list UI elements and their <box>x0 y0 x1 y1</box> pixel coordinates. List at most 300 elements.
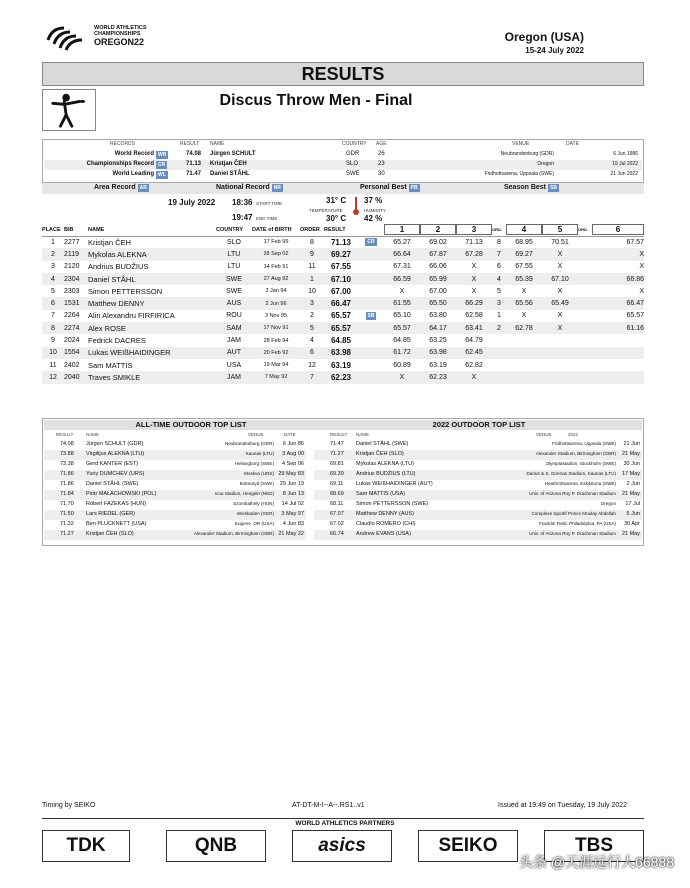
cell-t6 <box>592 347 644 359</box>
results-body <box>42 236 644 384</box>
cell-t2: 63.19 <box>429 361 447 369</box>
badge-nr: NR <box>273 185 281 191</box>
cell-t6: 67.57 <box>626 238 644 246</box>
record-age: 30 <box>378 171 385 177</box>
cell-name: Matthew DENNY <box>88 297 216 309</box>
legend-national-record: National Record NR <box>216 184 281 191</box>
humidity-start: 37 % <box>364 196 383 205</box>
cell-t6 <box>592 371 644 383</box>
cell-t2: 65.99 <box>420 273 456 285</box>
results-row <box>42 310 644 322</box>
cell-name: Simon PETTERSSON <box>88 286 163 296</box>
record-name: Kristjan ČEH <box>210 161 247 167</box>
cell-place: 12 <box>42 371 64 383</box>
results-row <box>42 322 644 334</box>
cell-bib: 1531 <box>64 297 88 309</box>
cell-bib: 2040 <box>64 371 88 383</box>
sponsor-tbs: TBS <box>544 830 644 862</box>
toplist-name: Lars RIEDEL (GER) <box>86 511 136 517</box>
cell-ord <box>492 347 506 359</box>
cell-t3: 62.45 <box>456 347 492 359</box>
toplist-row <box>44 440 306 450</box>
cell-t5: 70.51 <box>551 238 569 246</box>
cell-dob: 7 May 92 <box>252 371 300 383</box>
record-venue: Oregon <box>537 161 554 167</box>
toplist-row <box>314 530 642 540</box>
cell-place: 5 <box>51 287 55 295</box>
humidity-end: 42 % <box>364 214 383 223</box>
cell-name: Fedrick DACRES <box>88 336 146 346</box>
results-row <box>42 236 644 248</box>
results-banner: RESULTS <box>42 62 644 86</box>
header-trial-3: 3 <box>456 224 492 235</box>
result-badge: SB <box>367 312 375 319</box>
temperature-label: TEMPERATURE <box>309 208 343 213</box>
cell-t3: 62.58 <box>465 312 483 320</box>
toplist-name: Andrew EVANS (USA) <box>356 531 411 537</box>
toplist-result: 73.38 <box>60 461 74 467</box>
cell-dob: 3 Nov 95 <box>264 312 287 319</box>
end-time: 19:47 <box>232 213 253 222</box>
record-country: SLO <box>346 161 359 167</box>
cell-country: SWE <box>226 287 242 295</box>
cell-bib: 2264 <box>64 312 80 320</box>
cell-t2: 66.06 <box>429 263 447 271</box>
record-label: World Record <box>114 151 154 157</box>
cell-country: USA <box>226 361 242 369</box>
toplist-date: 29 May 83 <box>278 471 304 477</box>
cell-order: 10 <box>308 287 316 295</box>
record-row <box>44 160 642 170</box>
cell-ord2 <box>578 371 592 383</box>
results-row <box>42 273 644 285</box>
toplist-date: 4 Sep 06 <box>281 461 304 467</box>
toplist-row <box>44 520 306 530</box>
header-bib: BIB <box>64 224 88 236</box>
cell-order: 2 <box>310 312 314 320</box>
toplist-row <box>314 450 642 460</box>
toplist-result: 74.08 <box>60 441 74 447</box>
badge-pb: PB <box>410 185 418 191</box>
cell-ord2 <box>578 310 592 322</box>
logo-line-1: WORLD ATHLETICS <box>94 25 147 31</box>
toplist-header-result: RESULT <box>330 432 348 437</box>
toplist-row <box>44 530 306 540</box>
toplist-date: 17 May <box>621 471 640 477</box>
toplist-name: Róbert FAZEKAS (HUN) <box>86 501 146 507</box>
cell-country: SAM <box>216 322 252 334</box>
competition-date: 19 July 2022 <box>168 198 216 207</box>
end-time-label: END TIME <box>256 216 278 221</box>
toplist-row <box>44 460 306 470</box>
toplist-result: 69.81 <box>330 461 344 467</box>
toplist-name: Kristjan ČEH (SLO) <box>86 531 134 537</box>
sponsor-asics: asics <box>292 830 392 862</box>
cell-dob: 28 Sep 02 <box>252 248 300 260</box>
toplist-date: 30 Apr <box>624 521 640 527</box>
cell-badge <box>358 322 384 334</box>
toplist-date: 21 May <box>621 491 640 497</box>
record-result: 71.13 <box>186 161 202 167</box>
partners-divider <box>42 818 644 819</box>
records-header-date: DATE <box>566 141 579 147</box>
toplist-row <box>314 510 642 520</box>
cell-ord2 <box>578 347 592 359</box>
cell-ord2 <box>578 273 592 285</box>
toplist-venue: Olympiastadion, Stockholm (SWE) <box>545 461 616 466</box>
record-label: Championships Record <box>86 161 154 167</box>
toplist-result: 66.74 <box>330 531 344 537</box>
cell-result: 63.98 <box>324 347 358 359</box>
cell-t2: 63.98 <box>420 347 456 359</box>
toplist-row <box>314 520 642 530</box>
championship-dates: 15-24 July 2022 <box>525 46 584 55</box>
cell-t1: 64.85 <box>393 337 411 345</box>
alltime-header-name: NAME <box>86 432 100 437</box>
cell-ord <box>492 359 506 371</box>
cell-t4: X <box>521 287 527 295</box>
toplist-venue: Univ. of Arizona Roy P. Drachman Stadium <box>529 531 616 536</box>
records-header-country: COUNTRY <box>342 141 367 147</box>
header-order: ORDER <box>300 224 324 236</box>
toplist-row <box>314 490 642 500</box>
cell-t6 <box>592 334 644 346</box>
cell-t5: X <box>542 322 578 334</box>
cell-ord: 7 <box>492 248 506 260</box>
cell-result: 71.13 <box>330 237 352 247</box>
cell-t5: X <box>557 263 563 271</box>
toplist-venue: Alexander Stadium, Birmingham (GBR) <box>535 451 616 456</box>
cell-country: SWE <box>216 273 252 285</box>
toplist-result: 71.70 <box>60 501 74 507</box>
toplist-row <box>314 440 642 450</box>
records-header-venue: VENUE <box>512 141 530 147</box>
toplist-venue: Fridhottsarena, Uppsala (SWE) <box>552 441 616 446</box>
cell-t4: 65.56 <box>506 297 542 309</box>
toplist-row <box>44 480 306 490</box>
cell-result: 63.19 <box>330 360 352 370</box>
cell-bib: 1554 <box>64 347 88 359</box>
toplist-venue: Szombathely (HUN) <box>233 501 274 506</box>
event-title: Discus Throw Men - Final <box>219 92 413 109</box>
toplist-venue: Moskva (URS) <box>244 471 274 476</box>
toplist-date: 6 Jun 86 <box>282 441 304 447</box>
toplist-result: 68.69 <box>330 491 344 497</box>
results-row <box>42 334 644 346</box>
header-name: NAME <box>88 224 216 236</box>
toplist-venue: Oregon <box>600 501 616 506</box>
toplist-row <box>314 460 642 470</box>
document-code: AT-DT-M-I--A--.RS1..v1 <box>292 802 365 809</box>
cell-place: 9 <box>51 337 55 345</box>
toplist-row <box>44 490 306 500</box>
cell-t2: 65.50 <box>420 297 456 309</box>
toplist-row <box>44 500 306 510</box>
cell-t5 <box>542 359 578 371</box>
toplist-date: 21 May <box>621 531 640 537</box>
toplist-date: 5 Jun <box>626 511 640 517</box>
toplist-venue: Neubrandenburg (GDR) <box>224 441 274 446</box>
cell-t2: 69.02 <box>429 238 447 246</box>
cell-badge <box>358 359 384 371</box>
venue-title: Oregon (USA) <box>504 30 584 44</box>
results-row <box>42 347 644 359</box>
cell-t3: 67.28 <box>456 248 492 260</box>
cell-t4: X <box>521 312 527 320</box>
cell-country: AUS <box>216 297 252 309</box>
cell-result: 69.27 <box>324 248 358 260</box>
cell-ord: 1 <box>497 312 501 320</box>
cell-result: 66.47 <box>324 297 358 309</box>
cell-t5 <box>542 334 578 346</box>
partners-label: WORLD ATHLETICS PARTNERS <box>295 820 395 827</box>
cell-t1: 66.59 <box>384 273 420 285</box>
cell-t3: 66.29 <box>456 297 492 309</box>
toplist-name: Claudio ROMERO (CHI) <box>356 521 416 527</box>
discus-thrower-icon <box>42 89 96 131</box>
cell-order: 11 <box>308 263 316 271</box>
cell-t4: 67.55 <box>515 263 533 271</box>
cell-t4 <box>506 359 542 371</box>
record-date: 21 Jun 2022 <box>610 171 638 177</box>
cell-name: Andrius BUDŽIUS <box>88 262 149 272</box>
temperature-start: 31° C <box>326 196 347 205</box>
header-trial-4: 4 <box>506 224 542 235</box>
alltime-header-result: RESULT <box>56 432 74 437</box>
results-header-row <box>42 224 644 236</box>
toplist-date: 21 May 22 <box>278 531 304 537</box>
cell-t3: X <box>456 371 492 383</box>
cell-order: 9 <box>300 248 324 260</box>
watermark-text: 头条 @天涯远行人66888 <box>518 854 674 870</box>
cell-dob: 19 Mar 94 <box>263 362 289 369</box>
cell-t3: 63.41 <box>456 322 492 334</box>
cell-place: 6 <box>42 297 64 309</box>
cell-t5 <box>542 347 578 359</box>
record-age: 23 <box>378 161 385 167</box>
toplist-result: 71.86 <box>60 471 74 477</box>
cell-ord2 <box>578 261 592 273</box>
legend-area-record: Area Record AR <box>94 184 147 191</box>
record-row <box>44 170 642 180</box>
toplist-date: 29 Jun 19 <box>279 481 304 487</box>
cell-t3: 64.79 <box>465 337 483 345</box>
results-row <box>42 359 644 371</box>
toplist-result: 71.27 <box>330 451 344 457</box>
cell-t5: X <box>557 287 563 295</box>
cell-place: 7 <box>51 312 55 320</box>
cell-t6: X <box>592 248 644 260</box>
cell-order: 8 <box>310 238 314 246</box>
header-trial-1: 1 <box>384 224 420 235</box>
badge-ar: AR <box>139 185 147 191</box>
cell-dob: 27 Aug 92 <box>252 273 300 285</box>
cell-t1: 67.31 <box>393 263 411 271</box>
cell-badge <box>358 273 384 285</box>
start-time: 18:36 <box>232 198 253 207</box>
sponsor-qnb: QNB <box>166 830 266 862</box>
cell-order: 12 <box>308 361 316 369</box>
toplist-venue: Eugene, OR (USA) <box>234 521 274 526</box>
toplist-result: 69.39 <box>330 471 344 477</box>
cell-t2: 63.25 <box>429 337 447 345</box>
toplist-name: Andrius BUDŽIUS (LTU) <box>356 471 416 477</box>
cell-t4: 68.95 <box>515 238 533 246</box>
toplist-venue: Heathrottsarena, Eskilstuna (SWE) <box>544 481 616 486</box>
toplist-result: 71.84 <box>60 491 74 497</box>
cell-dob: 3 Jan 94 <box>265 288 287 295</box>
toplist-name: Lukas WEIßHAIDINGER (AUT) <box>356 481 433 487</box>
record-country: GDR <box>346 151 360 157</box>
toplist-venue: Kaunas (LTU) <box>245 451 274 456</box>
cell-ord2 <box>578 248 592 260</box>
toplist-name: Kristjan ČEH (SLO) <box>356 451 404 457</box>
toplist-date: 4 Jun 83 <box>282 521 304 527</box>
cell-name: Mykolas ALEKNA <box>88 248 216 260</box>
toplist-venue: Univ. of Arizona Roy P. Drachman Stadium <box>529 491 616 496</box>
cell-dob: 28 Feb 94 <box>263 337 289 344</box>
toplist-date: 3 Aug 00 <box>282 451 304 457</box>
record-result: 71.47 <box>186 171 202 177</box>
record-date: 6 Jun 1986 <box>613 151 638 157</box>
cell-t6: X <box>639 287 644 295</box>
cell-t2: 62.23 <box>420 371 456 383</box>
toplist-date: 21 May <box>621 451 640 457</box>
toplist-name: Sam MATTIS (USA) <box>356 491 406 497</box>
toplist-name: Virgilijus ALEKNA (LTU) <box>86 451 145 457</box>
results-row <box>42 248 644 260</box>
cell-badge <box>358 347 384 359</box>
toplist-row <box>44 470 306 480</box>
issued-timestamp: Issued at 19:49 on Tuesday, 19 July 2022 <box>498 802 628 809</box>
cell-order: 3 <box>300 297 324 309</box>
cell-t4: 65.39 <box>506 273 542 285</box>
cell-badge <box>358 297 384 309</box>
cell-result: 67.55 <box>330 262 352 272</box>
cell-country: AUT <box>216 347 252 359</box>
header-result: RESULT <box>324 224 358 236</box>
thermometer-icon <box>352 196 360 216</box>
cell-order: 7 <box>300 371 324 383</box>
results-row <box>42 371 644 383</box>
toplist-row <box>44 510 306 520</box>
cell-ord: 2 <box>492 322 506 334</box>
cell-place: 4 <box>42 273 64 285</box>
cell-t6 <box>592 359 644 371</box>
cell-country: JAM <box>216 371 252 383</box>
toplist-name: Matthew DENNY (AUS) <box>356 511 414 517</box>
cell-t6: 66.86 <box>592 273 644 285</box>
records-legend <box>42 183 644 194</box>
toplist-row <box>44 450 306 460</box>
logo-line-3: OREGON22 <box>94 37 145 47</box>
cell-badge <box>358 236 384 248</box>
cell-ord2 <box>578 297 592 309</box>
cell-name: Sam MATTIS <box>88 360 133 370</box>
cell-dob: 14 Feb 91 <box>263 263 289 270</box>
toplist-result: 69.11 <box>330 481 344 487</box>
toplist-venue: Bottnaryd (SWE) <box>239 481 274 486</box>
records-header-records: RECORDS <box>110 141 136 147</box>
cell-ord: 3 <box>492 297 506 309</box>
cell-t1: X <box>399 287 405 295</box>
cell-t5: X <box>557 312 563 320</box>
cell-t4: 69.27 <box>506 248 542 260</box>
cell-t4 <box>506 371 542 383</box>
cell-order: 5 <box>300 322 324 334</box>
toplist-name: Simon PETTERSSON (SWE) <box>356 501 429 507</box>
cell-t6: 61.16 <box>592 322 644 334</box>
toplist-name: Piotr MAŁACHOWSKI (POL) <box>86 491 157 497</box>
header-ord-2: ORD. <box>578 224 592 236</box>
cell-t4 <box>506 347 542 359</box>
toplist-row <box>314 500 642 510</box>
results-row <box>42 297 644 309</box>
records-header-age: AGE <box>376 141 387 147</box>
cell-ord2 <box>578 334 592 346</box>
record-name: Daniel STÅHL <box>210 171 250 177</box>
logo-line-2: CHAMPIONSHIPS <box>94 31 141 37</box>
cell-dob: 20 Feb 92 <box>252 347 300 359</box>
cell-name: Kristjan ČEH <box>88 237 131 247</box>
cell-t5: 65.49 <box>542 297 578 309</box>
toplist-row <box>314 480 642 490</box>
results-table <box>42 224 644 384</box>
cell-t2: 67.87 <box>420 248 456 260</box>
cell-t4 <box>506 334 542 346</box>
toplist-result: 67.07 <box>330 511 344 517</box>
cell-t2: 64.17 <box>420 322 456 334</box>
cell-bib: 2274 <box>64 322 88 334</box>
cell-t6: X <box>639 263 644 271</box>
toplist-name: Jürgen SCHULT (GDR) <box>86 441 144 447</box>
toplist-result: 71.50 <box>60 511 74 517</box>
toplist-name: Yuriy DUMCHEV (URS) <box>86 471 145 477</box>
cell-country: LTU <box>227 263 241 271</box>
cell-result: 62.23 <box>324 371 358 383</box>
cell-bib: 2304 <box>64 273 88 285</box>
cell-bib: 2303 <box>64 287 80 295</box>
cell-dob: 2 Jun 96 <box>252 297 300 309</box>
toplist-result: 71.86 <box>60 481 74 487</box>
header-trial-6: 6 <box>592 224 644 235</box>
cell-t3: 71.13 <box>465 238 483 246</box>
cell-place: 3 <box>51 263 55 271</box>
cell-country: SLO <box>226 238 241 246</box>
toplist-venue: Complexe Sportif Prince Moulay Abdellah <box>531 511 616 516</box>
cell-result: 67.10 <box>324 273 358 285</box>
humidity-label: HUMIDITY <box>364 208 386 213</box>
cell-dob: 17 Feb 99 <box>263 239 289 246</box>
cell-ord: 5 <box>497 287 501 295</box>
cell-t1: 61.72 <box>384 347 420 359</box>
toplist-venue: Wiesbaden (GER) <box>236 511 274 516</box>
cell-ord: 4 <box>492 273 506 285</box>
cell-t1: 61.55 <box>384 297 420 309</box>
results-row <box>42 261 644 273</box>
toplist-name: Mykolas ALEKNA (LTU) <box>356 461 414 467</box>
toplist-date: 3 May 97 <box>281 511 304 517</box>
cell-result: 64.85 <box>330 336 352 346</box>
cell-name: Lukas WEIßHAIDINGER <box>88 347 216 359</box>
cell-badge <box>358 371 384 383</box>
alltime-header-date: DATE <box>284 432 296 437</box>
cell-order: 4 <box>310 337 314 345</box>
cell-t1: X <box>384 371 420 383</box>
toplist-venue: Franklin Field, Philadelphia, PA (USA) <box>538 521 616 526</box>
results-row <box>42 285 644 297</box>
toplist-result: 73.88 <box>60 451 74 457</box>
